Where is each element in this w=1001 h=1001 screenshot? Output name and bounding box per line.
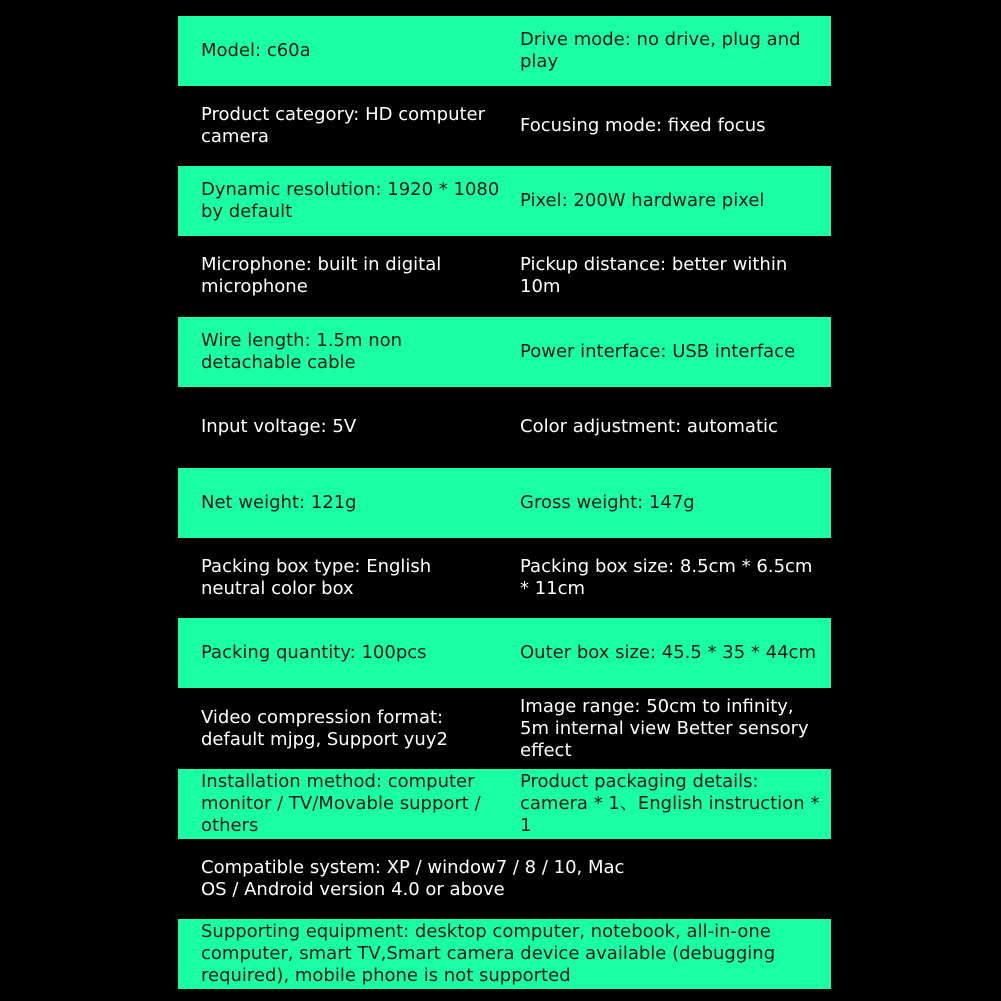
spec-pickup-distance: Pickup distance: better within 10m [520,254,788,297]
spec-microphone: Microphone: built in digital microphone [201,254,442,297]
spec-wire-length: Wire length: 1.5m non detachable cable [201,330,403,373]
spec-input-voltage: Input voltage: 5V [201,416,357,437]
spec-row-box [178,543,831,613]
spec-focusing-mode: Focusing mode: fixed focus [520,115,766,136]
spec-installation-method: Installation method: computer monitor / TV/Movable support / others [201,771,481,836]
spec-row-weight [178,468,831,538]
spec-product-category: Product category: HD computer camera [201,104,486,147]
spec-row-resolution [178,166,831,236]
spec-packing-box-size: Packing box size: 8.5cm * 6.5cm * 11cm [520,556,813,599]
spec-row-microphone [178,241,831,311]
spec-pixel: Pixel: 200W hardware pixel [520,190,765,211]
spec-row-model [178,16,831,86]
spec-image-range: Image range: 50cm to infinity, 5m internal view Better sensory effect [520,696,809,761]
spec-row-compatible [178,844,831,914]
spec-row-supporting [178,919,831,989]
spec-packing-quantity: Packing quantity: 100pcs [201,642,427,663]
spec-outer-box-size: Outer box size: 45.5 * 35 * 44cm [520,642,816,663]
spec-power-interface: Power interface: USB interface [520,341,796,362]
spec-row-quantity [178,618,831,688]
spec-compatible-system: Compatible system: XP / window7 / 8 / 10, Mac OS / Android version 4.0 or above [201,857,625,900]
spec-supporting-equipment: Supporting equipment: desktop computer, notebook, all-in-one computer, smart TV,Smart camera device available (debugging required), mobile phone is not supported [201,921,776,986]
spec-row-wire [178,317,831,387]
spec-color-adjustment: Color adjustment: automatic [520,416,778,437]
spec-row-video [178,694,831,764]
spec-row-voltage [178,392,831,462]
spec-gross-weight: Gross weight: 147g [520,492,695,513]
spec-packaging-details: Product packaging details: camera * 1、English instruction * 1 [520,771,820,836]
spec-drive-mode: Drive mode: no drive, plug and play [520,29,801,72]
spec-packing-box-type: Packing box type: English neutral color box [201,556,432,599]
spec-net-weight: Net weight: 121g [201,492,357,513]
spec-row-installation [178,769,831,839]
spec-model: Model: c60a [201,40,311,61]
spec-row-category [178,91,831,161]
spec-video-compression: Video compression format: default mjpg, Support yuy2 [201,707,448,750]
spec-dynamic-resolution: Dynamic resolution: 1920 * 1080 by default [201,179,500,222]
